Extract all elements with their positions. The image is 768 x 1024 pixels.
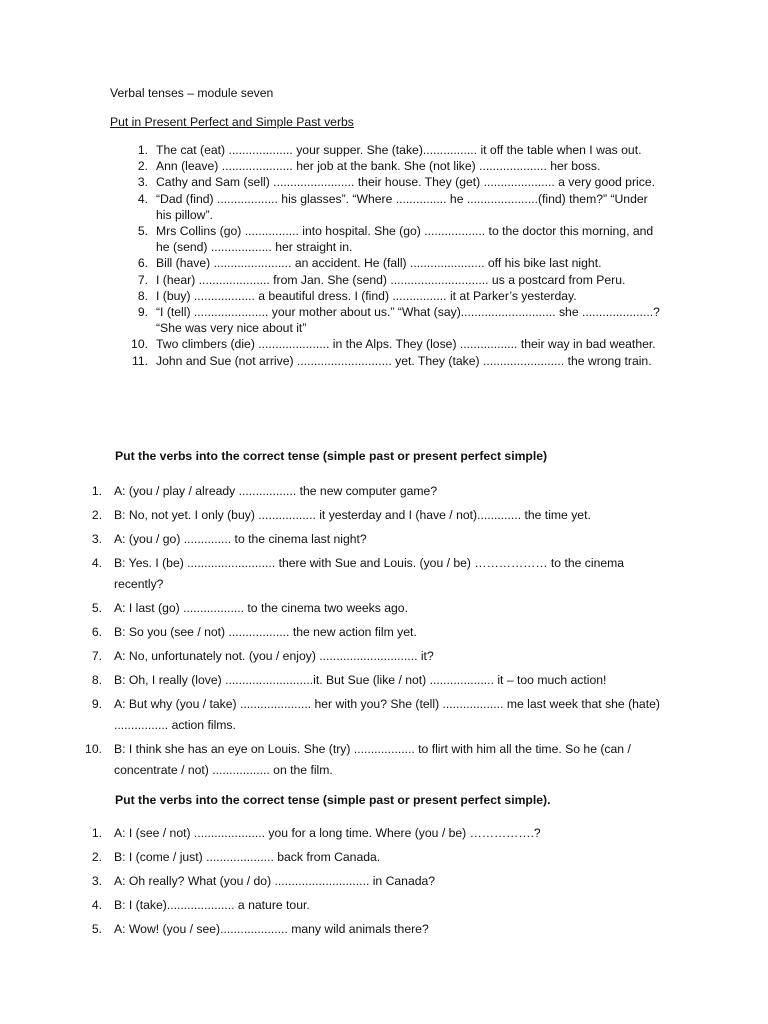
list-item — [90, 505, 660, 526]
item-number: 1. — [137, 143, 148, 157]
list-item — [90, 646, 660, 667]
item-number: 5. — [91, 601, 102, 615]
item-text: A: But why (you / take) ..................... her with you? She (tell) .................. me last week that she (hate) ................ action films. — [114, 697, 660, 732]
list-item — [90, 622, 660, 643]
item-text: A: No, unfortunately not. (you / enjoy) ............................. it? — [114, 649, 434, 663]
exercise2-heading: Put the verbs into the correct tense (simple past or present perfect simple) — [115, 449, 548, 463]
exercise1-instruction: Put in Present Perfect and Simple Past verbs — [110, 115, 354, 129]
item-text: A: (you / go) .............. to the cinema last night? — [114, 532, 367, 546]
list-item — [90, 895, 660, 916]
list-item — [130, 353, 660, 369]
item-text: A: I (see / not) ..................... you for a long time. Where (you / be) …………….? — [114, 826, 541, 840]
item-number: 6. — [137, 256, 148, 271]
list-item — [90, 670, 660, 691]
item-text: A: Oh really? What (you / do) ............................ in Canada? — [114, 874, 436, 888]
item-number: 7. — [137, 272, 148, 287]
list-item — [90, 481, 660, 502]
list-item — [130, 223, 660, 255]
item-number: 5. — [137, 224, 148, 239]
item-number: 3. — [91, 874, 102, 888]
exercise3-list — [90, 823, 660, 943]
list-item — [85, 739, 660, 781]
item-number: 5. — [91, 922, 102, 936]
item-number: 6. — [91, 625, 102, 639]
item-text: Mrs Collins (go) ................ into hospital. She (go) .................. to the doctor this morning, and he (send) .................. her straight in. — [156, 224, 654, 255]
list-item — [130, 174, 660, 190]
item-text: B: So you (see / not) .................. the new action film yet. — [114, 625, 417, 639]
item-number: 4. — [91, 556, 102, 570]
item-text: B: Yes. I (be) .......................... there with Sue and Louis. (you / be) ……………… to the cinema recently? — [114, 556, 625, 591]
item-text: Ann (leave) ..................... her job at the bank. She (not like) .................... her boss. — [156, 159, 601, 174]
item-text: Bill (have) ....................... an accident. He (fall) ...................... off his bike last night. — [156, 256, 602, 271]
item-text: “Dad (find) .................. his glasses”. “Where ............... he .....................(find) them?” “Under his pillow”. — [156, 191, 648, 222]
item-text: B: I (take).................... a nature tour. — [114, 898, 310, 912]
list-item — [130, 304, 660, 336]
item-number: 1. — [91, 826, 102, 840]
item-number: 7. — [91, 649, 102, 663]
item-text: B: Oh, I really (love) ..........................it. But Sue (like / not) ................... it – too much action! — [114, 673, 607, 687]
item-number: 9. — [91, 697, 102, 711]
list-item — [90, 553, 660, 595]
item-number: 4. — [137, 191, 148, 206]
item-number: 11. — [131, 353, 148, 368]
document-title: Verbal tenses – module seven — [110, 86, 274, 100]
item-text: I (buy) .................. a beautiful dress. I (find) ................ it at Parker’s yesterday. — [156, 288, 577, 303]
item-text: A: (you / play / already ................. the new computer game? — [114, 484, 438, 498]
item-text: John and Sue (not arrive) ............................ yet. They (take) ........................ the wrong train. — [156, 353, 652, 368]
item-number: 9. — [137, 305, 148, 320]
list-item — [130, 288, 660, 304]
item-text: A: I last (go) .................. to the cinema two weeks ago. — [114, 601, 408, 615]
item-text: B: I (come / just) .................... back from Canada. — [114, 850, 381, 864]
item-number: 3. — [137, 175, 148, 190]
list-item — [90, 529, 660, 550]
item-text: Two climbers (die) ..................... in the Alps. They (lose) ................. their way in bad weather. — [156, 337, 656, 352]
list-item — [90, 598, 660, 619]
item-number: 3. — [91, 532, 102, 546]
item-text: “I (tell) ...................... your mother about us.” “What (say)............................ she .....................? “She was very nice about it” — [156, 305, 660, 336]
item-text: B: I think she has an eye on Louis. She (try) .................. to flirt with him all the time. So he (can / concentrate / not) ................. on the film. — [114, 742, 631, 777]
exercise1-list — [130, 142, 660, 369]
item-number: 2. — [91, 850, 102, 864]
list-item — [130, 142, 660, 158]
list-item — [130, 272, 660, 288]
item-number: 8. — [91, 673, 102, 687]
item-text: A: Wow! (you / see).................... many wild animals there? — [114, 922, 429, 936]
list-item — [90, 694, 660, 736]
item-number: 1. — [91, 484, 102, 498]
item-number: 10. — [85, 742, 102, 756]
list-item — [130, 158, 660, 174]
list-item — [90, 823, 660, 844]
list-item — [130, 255, 660, 271]
list-item — [90, 847, 660, 868]
item-number: 2. — [91, 508, 102, 522]
item-number: 4. — [91, 898, 102, 912]
list-item — [90, 919, 660, 940]
item-text: B: No, not yet. I only (buy) ................. it yesterday and I (have / not)............. the time yet. — [114, 508, 591, 522]
item-text: I (hear) ..................... from Jan. She (send) ............................. us a postcard from Peru. — [156, 272, 626, 287]
item-number: 2. — [137, 159, 148, 174]
item-text: The cat (eat) ................... your supper. She (take)................ it off the table when I was out. — [156, 143, 642, 157]
exercise3-heading: Put the verbs into the correct tense (simple past or present perfect simple). — [115, 793, 551, 807]
list-item — [130, 336, 660, 352]
item-text: Cathy and Sam (sell) ........................ their house. They (get) ..................... a very good price. — [156, 175, 655, 190]
list-item — [90, 871, 660, 892]
exercise2-list — [85, 481, 660, 784]
item-number: 8. — [137, 288, 148, 303]
list-item — [130, 191, 660, 223]
item-number: 10. — [131, 337, 148, 352]
